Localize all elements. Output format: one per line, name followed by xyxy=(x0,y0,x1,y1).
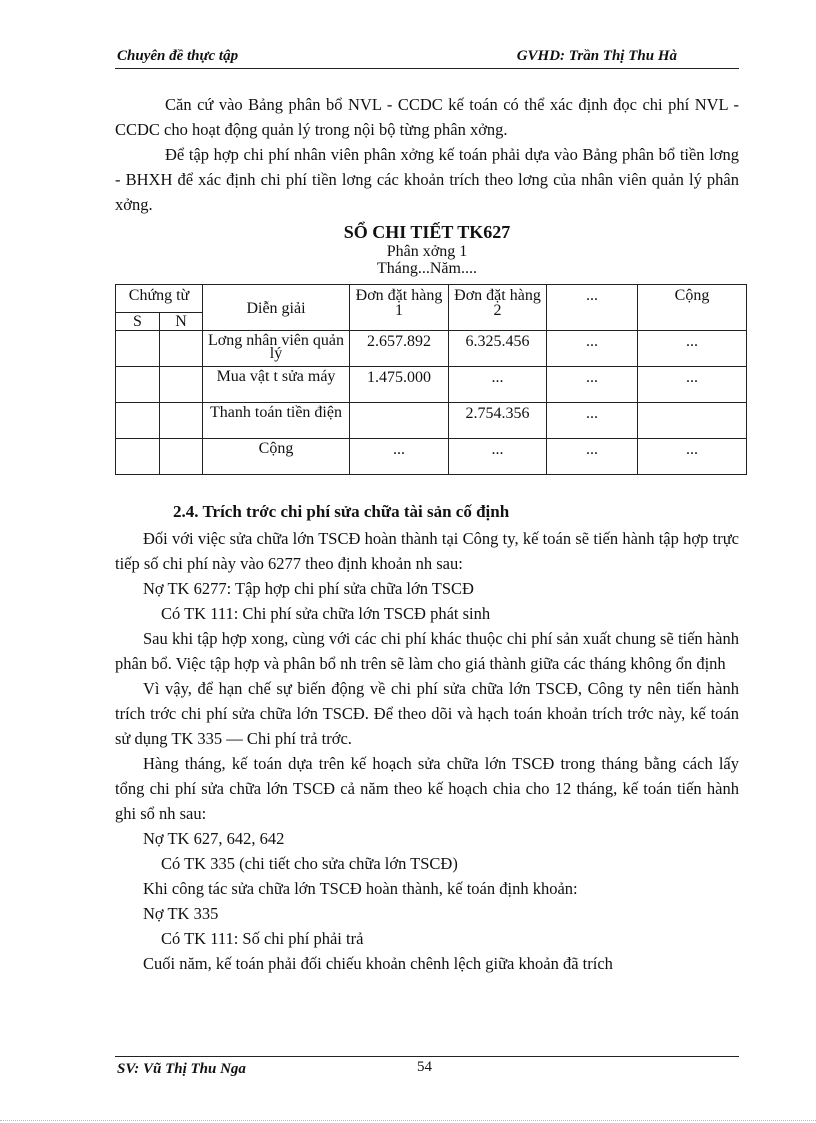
header-order-1: Đơn đặt hàng 1 xyxy=(350,285,449,331)
paragraph: Nợ TK 335 xyxy=(143,904,219,923)
header-topic: Chuyên đề thực tập xyxy=(117,48,239,64)
ledger-title: SỔ CHI TIẾT TK627 xyxy=(343,222,511,242)
ledger-table xyxy=(115,284,747,475)
paragraph: Nợ TK 6277: Tập hợp chi phí sửa chữa lớn TSCĐ xyxy=(143,579,474,598)
header-voucher: Chứng từ xyxy=(116,285,203,313)
cell-order-1 xyxy=(350,403,449,439)
paragraph: Vì vậy, để hạn chế sự biến động về chi phí sửa chữa lớn TSCĐ, Công ty nên tiến hành trích trớc chi phí sửa chữa lớn TSCĐ. Để theo dõi và hạch toán khoản trích trớc này, kế toán sử dụng TK 335 — Chi phí trả trớc. xyxy=(115,679,739,748)
header-more: ... xyxy=(547,285,638,331)
page-number: 54 xyxy=(417,1059,432,1075)
cell-order-2: ... xyxy=(449,439,547,475)
cell-order-1: ... xyxy=(350,439,449,475)
paragraph: Để tập hợp chi phí nhân viên phân xởng kế toán phải dựa vào Bảng phân bổ tiền lơng - BHXH để xác định chi phí tiền lơng các khoản trích theo lơng của nhân viên quản lý phân xởng. xyxy=(115,145,739,214)
cell-more: ... xyxy=(547,403,638,439)
table-row xyxy=(116,439,747,475)
ledger-subtitle-period: Tháng...Năm.... xyxy=(377,260,477,277)
paragraph: Hàng tháng, kế toán dựa trên kế hoạch sửa chữa lớn TSCĐ trong tháng bằng cách lấy tổng chi phí sửa chữa lớn TSCĐ cả năm theo kế hoạch chia cho 12 tháng, kế toán tiến hành ghi sổ nh sau: xyxy=(115,754,739,823)
cell-order-1: 1.475.000 xyxy=(350,367,449,403)
cell-n xyxy=(160,367,203,403)
cell-order-2: 6.325.456 xyxy=(449,331,547,367)
cell-total: ... xyxy=(638,439,747,475)
cell-order-2: 2.754.356 xyxy=(449,403,547,439)
cell-total: ... xyxy=(638,331,747,367)
header-s: S xyxy=(116,313,160,331)
page-header xyxy=(115,48,739,69)
cell-description: Lơng nhân viên quản lý xyxy=(203,331,350,367)
paragraph: Có TK 111: Số chi phí phải trả xyxy=(161,929,364,948)
cell-more: ... xyxy=(547,331,638,367)
page-footer xyxy=(115,1056,739,1077)
paragraph: Khi công tác sửa chữa lớn TSCĐ hoàn thành, kế toán định khoản: xyxy=(143,879,578,898)
cell-total: ... xyxy=(638,367,747,403)
cell-s xyxy=(116,331,160,367)
ledger-title-block xyxy=(115,221,739,277)
cell-description: Mua vật t sửa máy xyxy=(203,367,350,403)
cell-s xyxy=(116,403,160,439)
cell-order-1: 2.657.892 xyxy=(350,331,449,367)
header-description: Diễn giải xyxy=(203,285,350,331)
header-order-2: Đơn đặt hàng 2 xyxy=(449,285,547,331)
ledger-subtitle-workshop: Phân xởng 1 xyxy=(386,243,468,260)
header-n: N xyxy=(160,313,203,331)
section-heading: 2.4. Trích trớc chi phí sửa chữa tài sản cố định xyxy=(173,502,510,521)
table-row xyxy=(116,367,747,403)
cell-n xyxy=(160,403,203,439)
cell-n xyxy=(160,439,203,475)
cell-total xyxy=(638,403,747,439)
table-row xyxy=(116,403,747,439)
footer-student: SV: Vũ Thị Thu Nga xyxy=(117,1061,246,1077)
cell-order-2: ... xyxy=(449,367,547,403)
table-row xyxy=(116,331,747,367)
header-supervisor: GVHD: Trần Thị Thu Hà xyxy=(516,48,677,64)
paragraph: Cuối năm, kế toán phải đối chiếu khoản chênh lệch giữa khoản đã trích xyxy=(143,954,613,973)
paragraph: Căn cứ vào Bảng phân bổ NVL - CCDC kế toán có thể xác định đọc chi phí NVL - CCDC cho hoạt động quản lý trong nội bộ từng phân xởng. xyxy=(115,95,739,139)
paragraph: Có TK 335 (chi tiết cho sửa chữa lớn TSCĐ) xyxy=(161,854,458,873)
page-edge-divider xyxy=(0,1120,816,1121)
paragraph: Đối với việc sửa chữa lớn TSCĐ hoàn thành tại Công ty, kế toán sẽ tiến hành tập hợp trực tiếp số chi phí này vào 6277 theo định khoản nh sau: xyxy=(115,529,739,573)
paragraph: Sau khi tập hợp xong, cùng với các chi phí khác thuộc chi phí sản xuất chung sẽ tiến hành phân bổ. Việc tập hợp và phân bổ nh trên sẽ làm cho giá thành giữa các tháng không ổn định xyxy=(115,629,739,673)
cell-description: Cộng xyxy=(203,439,350,475)
table-header-row xyxy=(116,285,747,313)
header-total: Cộng xyxy=(638,285,747,331)
cell-n xyxy=(160,331,203,367)
cell-more: ... xyxy=(547,367,638,403)
cell-s xyxy=(116,439,160,475)
paragraph: Nợ TK 627, 642, 642 xyxy=(143,829,285,848)
cell-description: Thanh toán tiền điện xyxy=(203,403,350,439)
cell-s xyxy=(116,367,160,403)
cell-more: ... xyxy=(547,439,638,475)
paragraph: Có TK 111: Chi phí sửa chữa lớn TSCĐ phát sinh xyxy=(161,604,491,623)
page-content xyxy=(115,92,739,976)
